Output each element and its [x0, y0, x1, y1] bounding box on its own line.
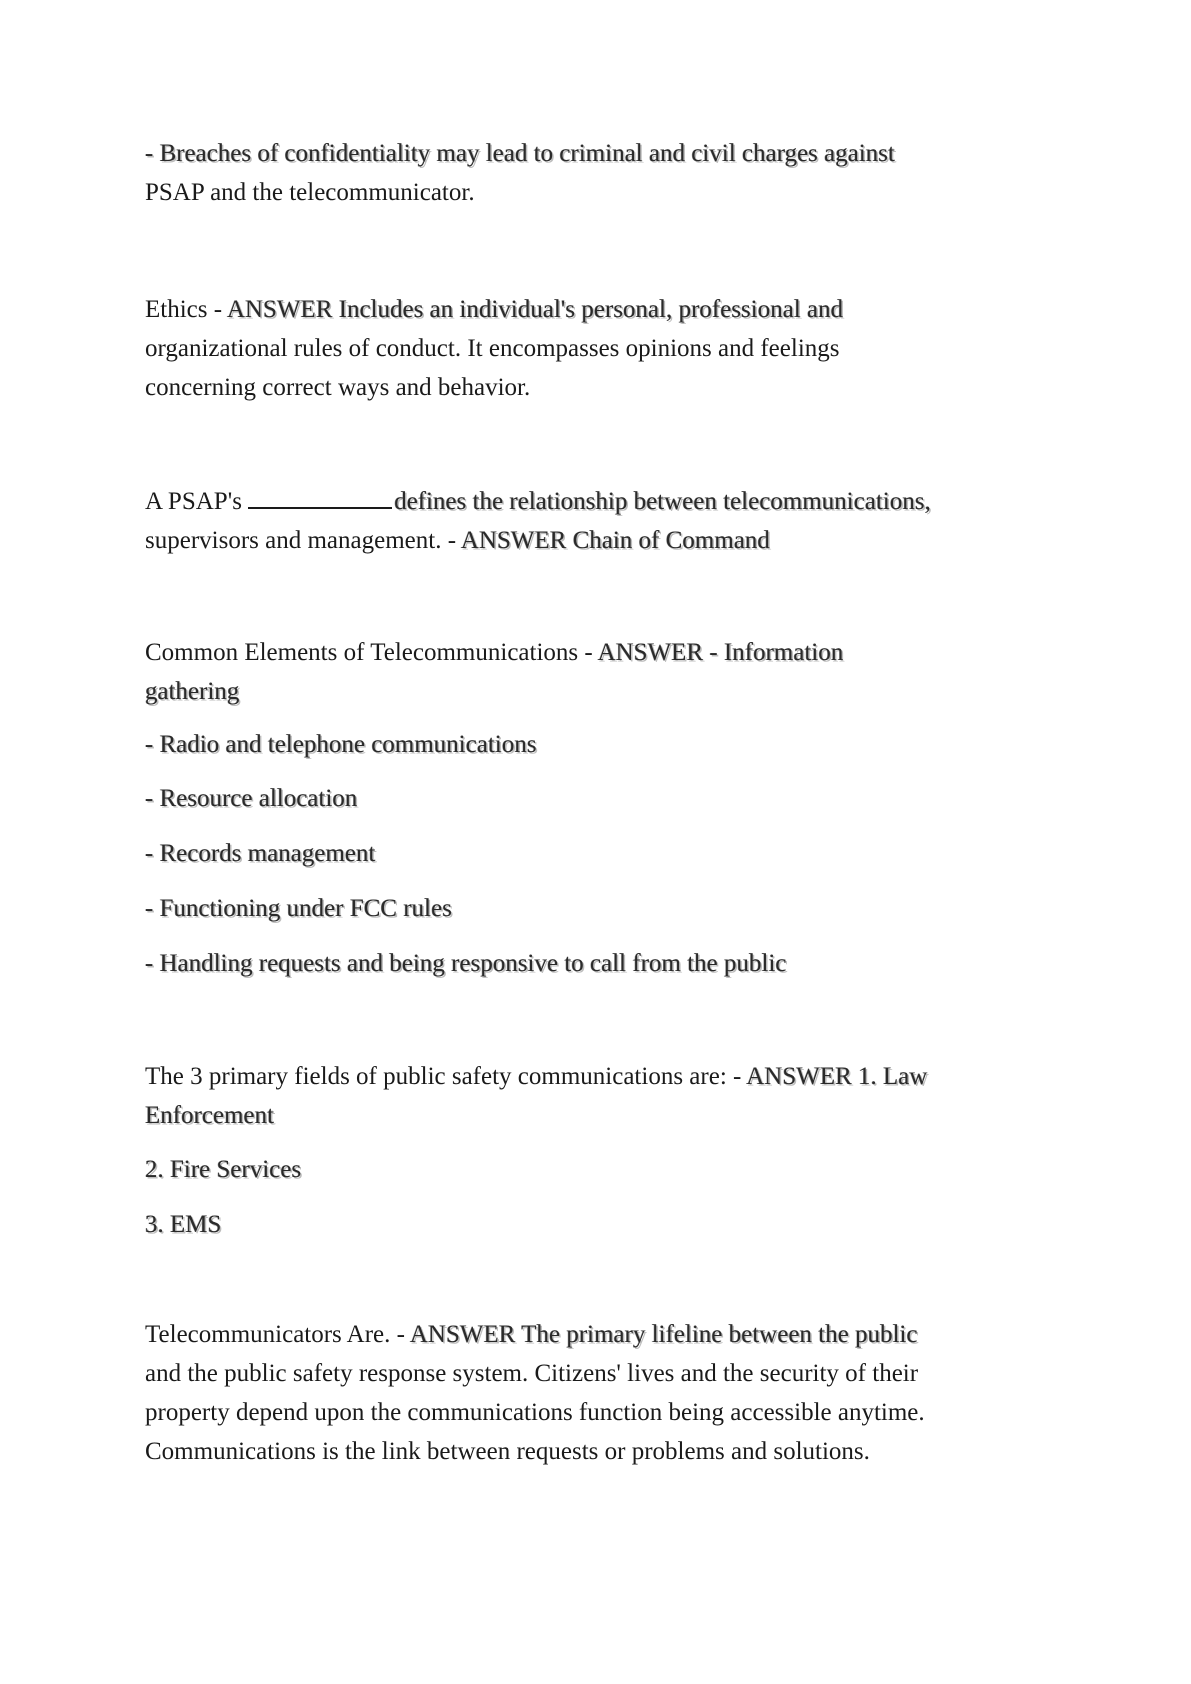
- question-text: A PSAP's: [145, 488, 249, 515]
- answer-text: ANSWER Chain of Command: [460, 527, 770, 554]
- list-item: - Functioning under FCC rules: [145, 895, 452, 922]
- text-line: Enforcement: [145, 1102, 275, 1129]
- question-line: [145, 290, 1075, 329]
- list-item: - Resource allocation: [145, 785, 358, 812]
- fill-in-blank: [248, 483, 392, 509]
- text-line: organizational rules of conduct. It encompasses opinions and feelings: [145, 335, 840, 362]
- text-line: concerning correct ways and behavior.: [145, 374, 531, 401]
- text-line: - Breaches of confidentiality may lead to criminal and civil charges against: [145, 140, 895, 167]
- question-line: [145, 482, 1075, 521]
- list-item: - Radio and telephone communications: [145, 731, 537, 758]
- text-line: Communications is the link between requests or problems and solutions.: [145, 1438, 870, 1465]
- answer-line: [145, 521, 1075, 560]
- question-line: [145, 1315, 1075, 1354]
- question-line: [145, 1057, 1075, 1096]
- ethics-qa: [145, 290, 1075, 407]
- list-item: - Handling requests and being responsive to call from the public: [145, 950, 787, 977]
- question-text: defines the relationship between telecommunications,: [394, 488, 931, 515]
- question-text: Telecommunicators Are. -: [145, 1321, 410, 1348]
- text-line: property depend upon the communications function being accessible anytime.: [145, 1399, 925, 1426]
- text-line: PSAP and the telecommunicator.: [145, 179, 475, 206]
- question-text: Common Elements of Telecommunications -: [145, 639, 598, 666]
- answer-text: ANSWER Includes an individual's personal, professional and: [226, 296, 844, 323]
- confidentiality-paragraph: [145, 134, 1075, 212]
- text-line: and the public safety response system. Citizens' lives and the security of their: [145, 1360, 919, 1387]
- common-elements-qa: [145, 633, 1075, 711]
- text-line: gathering: [145, 678, 240, 705]
- list-item: - Records management: [145, 840, 376, 867]
- telecommunicators-qa: [145, 1315, 1075, 1471]
- question-text: supervisors and management. -: [145, 527, 461, 554]
- question-text: Ethics -: [145, 296, 227, 323]
- primary-fields-qa: [145, 1057, 1075, 1135]
- answer-text: ANSWER - Information: [597, 639, 844, 666]
- question-text: The 3 primary fields of public safety communications are: -: [145, 1063, 747, 1090]
- chain-of-command-qa: [145, 482, 1075, 560]
- answer-text: ANSWER The primary lifeline between the public: [409, 1321, 918, 1348]
- list-item: 2. Fire Services: [145, 1156, 302, 1183]
- answer-text: ANSWER 1. Law: [746, 1063, 928, 1090]
- list-item: 3. EMS: [145, 1211, 222, 1238]
- question-line: [145, 633, 1075, 672]
